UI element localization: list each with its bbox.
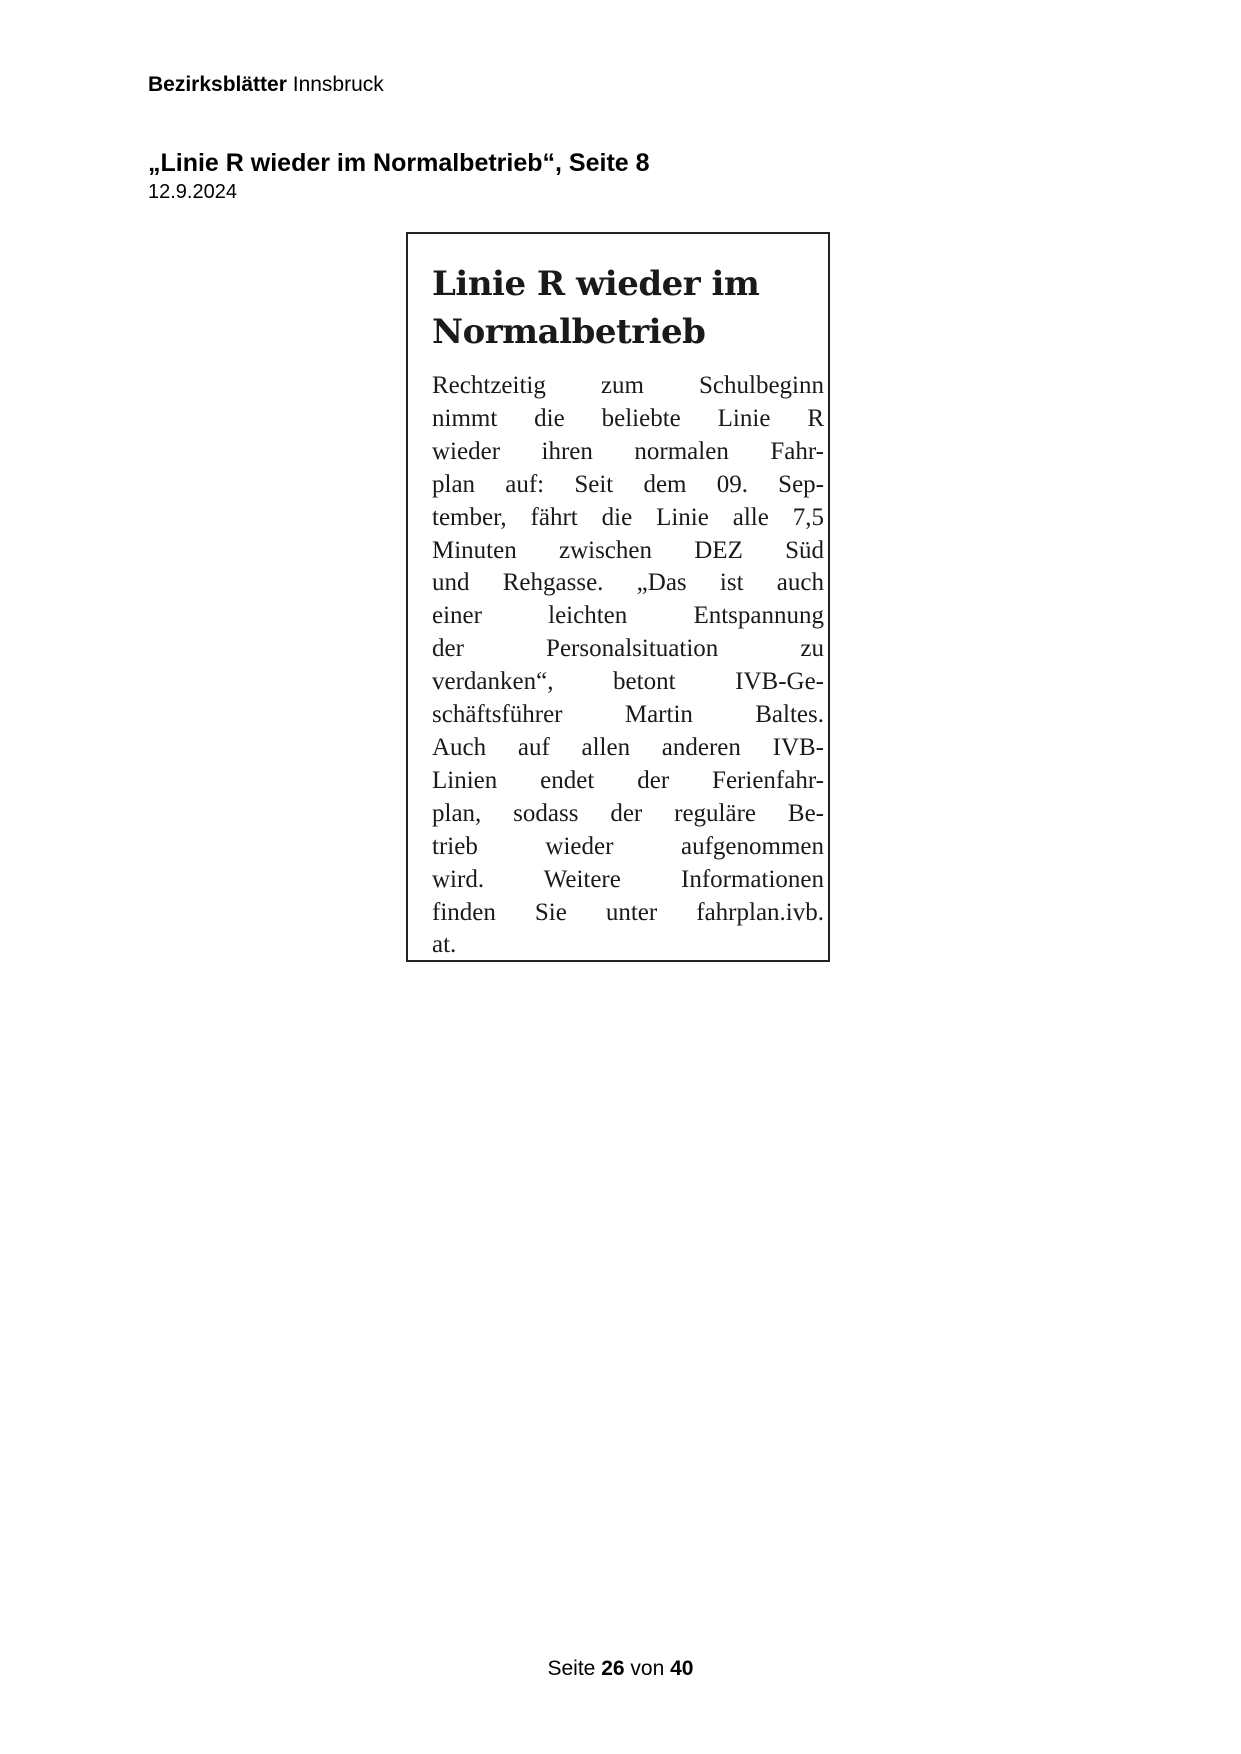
clipping-body-line: finden Sie unter fahrplan.ivb. [432,898,824,926]
clipping-body-line: Linien endet der Ferienfahr- [432,766,824,794]
publication-region: Innsbruck [292,73,384,96]
clipping-body-line: verdanken“, betont IVB-Ge- [432,668,824,696]
clipping-body-line: und Rehgasse. „Das ist auch [432,569,824,597]
total-page-count: 40 [670,1657,694,1680]
publication-name: Bezirksblätter [148,73,287,96]
newspaper-clipping [406,232,830,962]
current-page-number: 26 [601,1657,625,1680]
page-separator: von [630,1657,665,1680]
article-date: 12.9.2024 [148,181,237,203]
clipping-body-line: Minuten zwischen DEZ Süd [432,536,824,564]
clipping-body-line: Auch auf allen anderen IVB- [432,733,824,761]
page-label: Seite [547,1657,596,1680]
clipping-body-line: schäftsführer Martin Baltes. [432,701,824,729]
clipping-body-line: nimmt die beliebte Linie R [432,404,824,432]
publication-line [148,72,384,98]
clipping-body-line: einer leichten Entspannung [432,602,824,630]
clipping-body [432,370,824,962]
clipping-headline-line: Normalbetrieb [432,312,706,352]
clipping-body-line: plan, sodass der reguläre Be- [432,799,824,827]
clipping-body-line: plan auf: Seit dem 09. Sep- [432,470,824,498]
clipping-body-line: der Personalsituation zu [432,635,824,663]
clipping-body-line: tember, fährt die Linie alle 7,5 [432,503,824,531]
page-footer [0,1656,1241,1682]
clipping-body-line: wird. Weitere Informationen [432,865,824,893]
clipping-body-line: trieb wieder aufgenommen [432,832,824,860]
clipping-body-line: at. [432,931,457,959]
clipping-body-line: Rechtzeitig zum Schulbeginn [432,372,824,399]
clipping-headline [432,260,812,356]
clipping-headline-line: Linie R wieder im [432,264,760,304]
article-heading: „Linie R wieder im Normalbetrieb“, Seite 8 [148,149,650,177]
clipping-body-line: wieder ihren normalen Fahr- [432,437,824,465]
